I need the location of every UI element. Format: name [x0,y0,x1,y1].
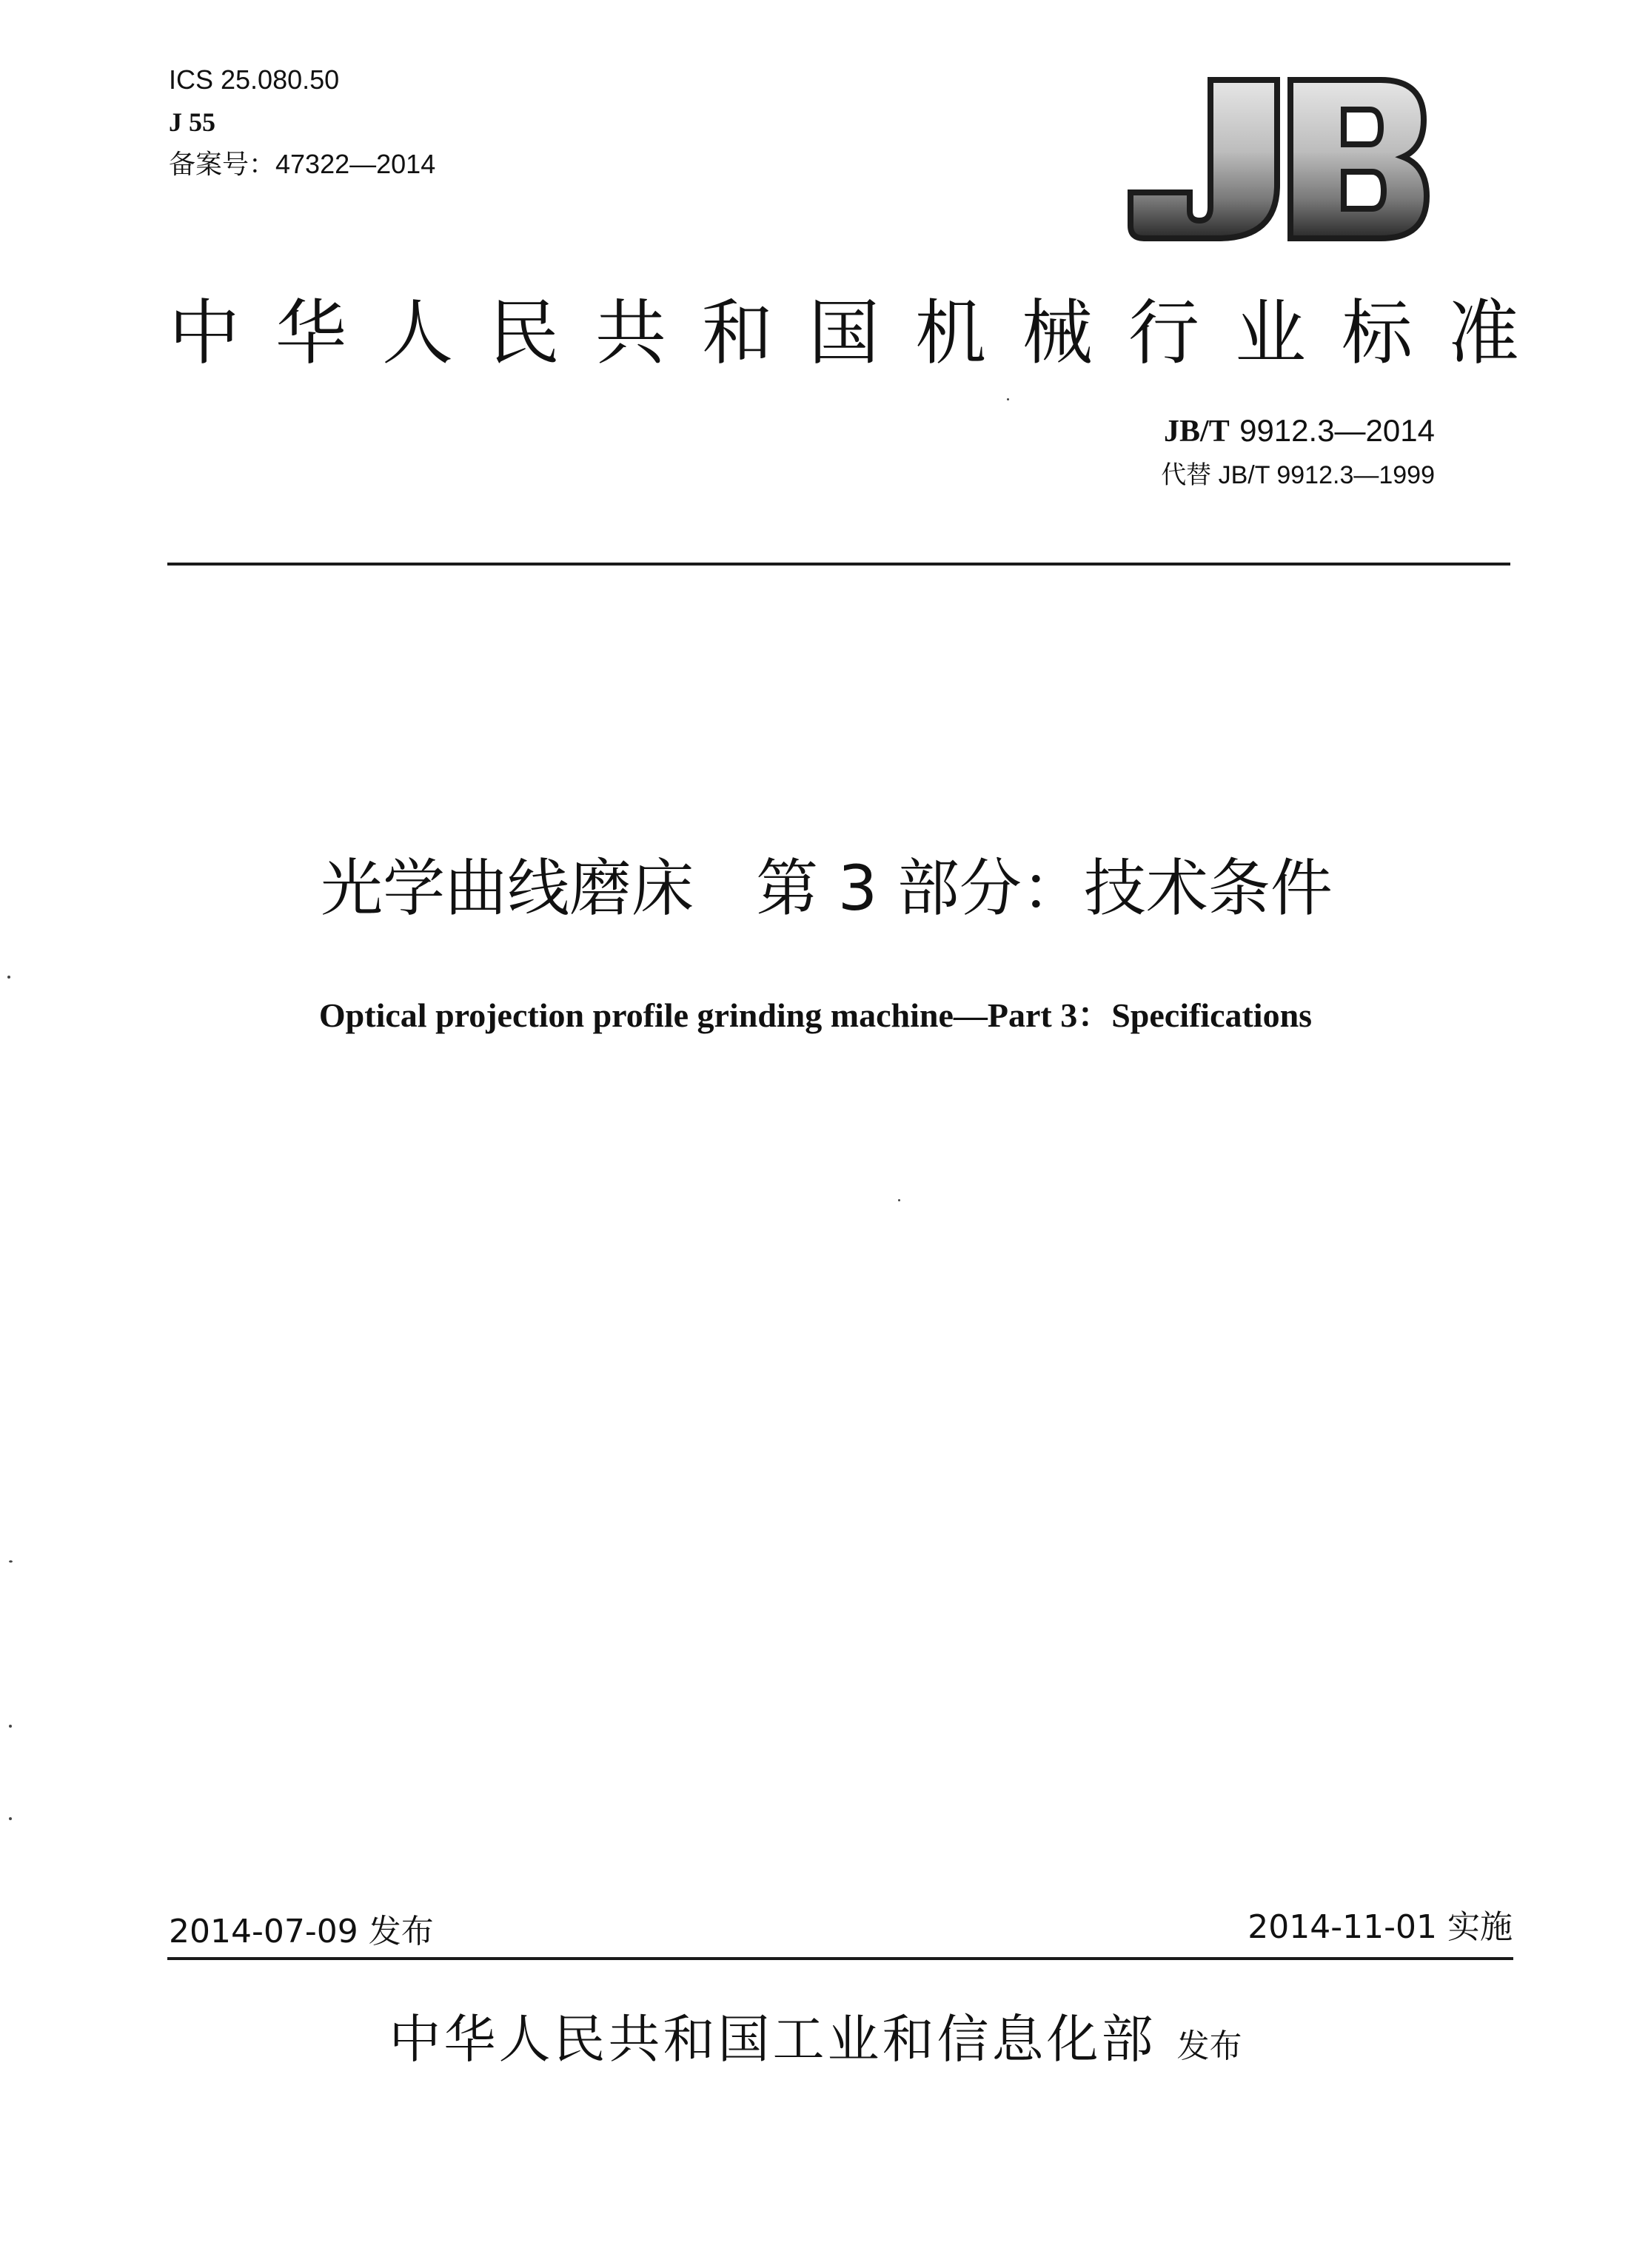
record-label: 备案号： [169,149,276,179]
scan-speck [9,1560,13,1563]
jb-logo [1122,74,1433,244]
standard-code [1164,413,1435,449]
document-title-en: Optical projection profile grinding machine—Part 3：Specifications [318,996,1313,1034]
scan-speck [7,976,10,979]
standard-title: 中华人民共和国机械行业标准 [169,292,1555,375]
record-value: 47322—2014 [275,149,436,179]
scan-speck [1007,398,1009,400]
standard-code-number: 9912.3—2014 [1239,413,1435,448]
logo-letter-j [1131,80,1277,238]
publisher [0,2006,1631,2080]
publisher-verb: 发布 [1176,2027,1242,2065]
header-divider [167,563,1510,566]
scan-speck [898,1199,900,1201]
record-number [169,150,435,179]
ics-code: ICS 25.080.50 [169,64,340,95]
replaces-standard: 代替 JB/T 9912.3—1999 [1161,461,1435,489]
publisher-org: 中华人民共和国工业和信息化部 [389,2009,1156,2070]
issue-date: 2014-07-09 发布 [169,1913,434,1950]
standard-code-prefix: JB/T [1164,415,1230,449]
classification-code: J 55 [169,107,215,137]
scan-speck [9,1817,12,1820]
implementation-date: 2014-11-01 实施 [1247,1908,1513,1946]
document-title-cn: 光学曲线磨床 第 3 部分：技术条件 [321,852,1333,925]
footer-divider [167,1957,1513,1960]
jb-logo-graphic [1122,74,1433,244]
logo-letter-b [1290,80,1427,238]
scan-speck [9,1725,12,1728]
